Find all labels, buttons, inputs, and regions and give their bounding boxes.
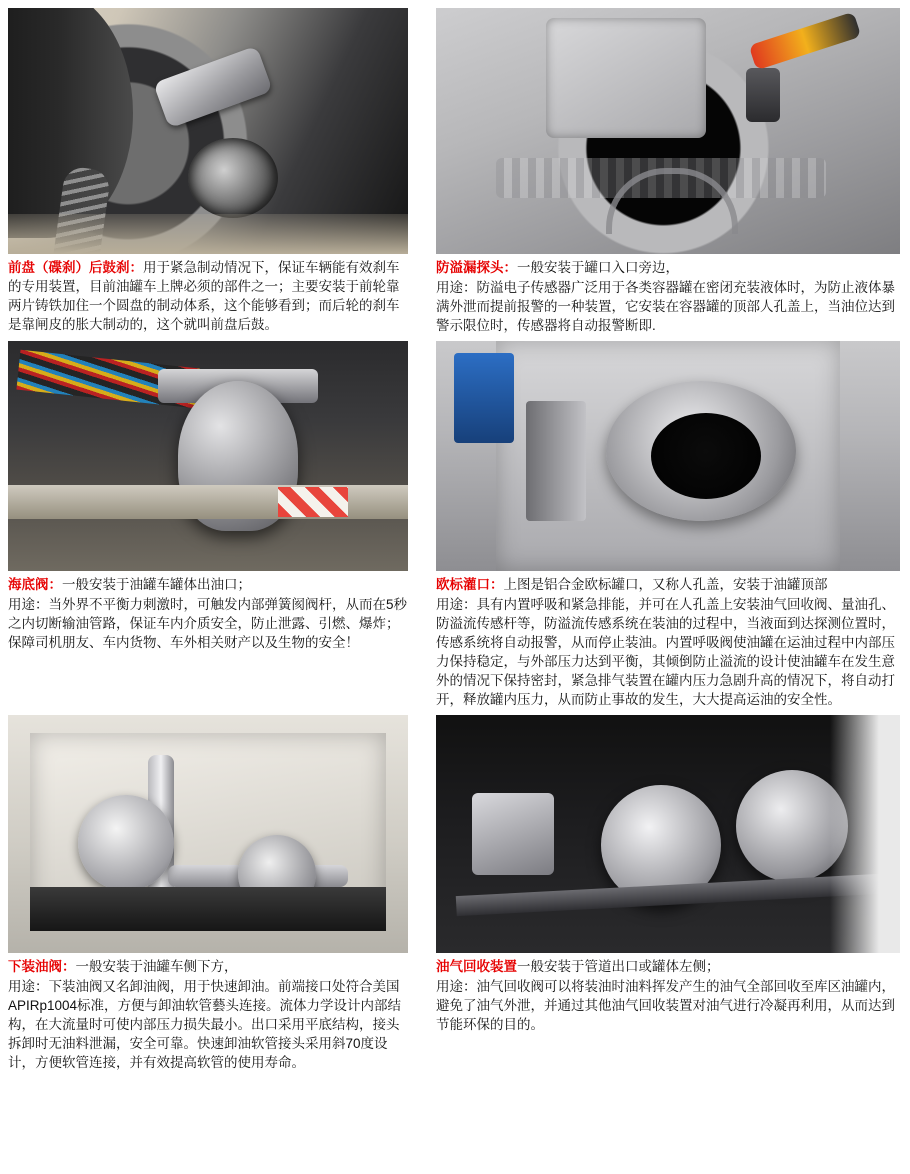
overflow-sensor-photo — [436, 8, 900, 254]
usage-text: 用途：下装油阀又名卸油阀，用于快速卸油。前端接口处符合美国APIRp1004标准，方便与卸油软管藝头连接。流体力学设计内部结构，在大流量时可使内部压力损失最小。出口采用平底结构，接头拆卸时无油料泄漏，安全可靠。快速卸油软管接头采用斜70度设计，方便软管连接，并有效提高软管的使用寿命。 — [8, 979, 402, 1070]
section-anti-overflow-probe — [436, 8, 900, 335]
term-label: 下装油阀： — [8, 959, 76, 974]
usage-text: 用途：当外界不平衡力刺激时，可触发内部弹簧阂阀杆，从而在5秒之内切断输油管路，保证车内介质安全，防止泄露、引燃、爆炸；保障司机朋友、车内货物、车外相关财产以及生物的安全！ — [8, 597, 408, 650]
caption-front-disc-rear-drum-brake — [8, 258, 408, 334]
section-euro-standard-filling-port — [436, 341, 900, 709]
term-label: 前盘（碟刹）后鼓刹： — [8, 260, 143, 275]
intro-text: 上图是铝合金欧标罐口，又称人孔盖，安装于油罐顶部 — [503, 577, 828, 592]
intro-text: 一般安装于油罐车罐体出油口； — [62, 577, 251, 592]
term-label: 油气回收装置 — [436, 959, 517, 974]
vapor-recovery-photo — [436, 715, 900, 953]
section-vapor-recovery-device — [436, 715, 900, 1072]
intro-text: 一般安装于罐口入口旁边， — [517, 260, 679, 275]
section-emergency-bottom-valve — [8, 341, 408, 709]
usage-text: 用途：防溢电子传感器广泛用于各类容器罐在密闭充装液体时，为防止液体暴满外泄而提前报警的一种装置，它安装在容器罐的顶部人孔盖上，当油位达到警示限位时，传感器将自动报警断即. — [436, 280, 895, 333]
caption-vapor-recovery-device — [436, 957, 900, 1034]
caption-bottom-loading-valve — [8, 957, 408, 1072]
term-label: 海底阀： — [8, 577, 62, 592]
section-front-disc-rear-drum-brake — [8, 8, 408, 335]
term-label: 防溢漏探头： — [436, 260, 517, 275]
euro-manhole-cover-photo — [436, 341, 900, 571]
caption-anti-overflow-probe — [436, 258, 900, 335]
usage-text: 用途：具有内置呼吸和紧急排能，并可在人孔盖上安装油气回收阀、量油孔、防溢流传感杆等，防溢流传感系统在装油的过程中，当液面到达探测位置时，传感系统将自动报警，从而停止装油。内置呼吸阀使油罐在运油过程中内部压力保持稳定，与外部压力达到平衡，其倾倒防止溢流的设计使油罐车在发生意外的情况下保持密封，紧急排气装置在罐内压力急剧升高的情况下，将自动打开，释放罐内压力，从而防止事故的发生，大大提高运油的安全性。 — [436, 597, 895, 707]
intro-text: 一般安装于管道出口或罐体左侧； — [517, 959, 720, 974]
section-bottom-loading-valve — [8, 715, 408, 1072]
bottom-loading-valve-photo — [8, 715, 408, 953]
usage-text: 用途：油气回收阀可以将装油时油料挥发产生的油气全部回收至库区油罐内，避免了油气外泄，并通过其他油气回收装置对油气进行冷凝再利用，从而达到节能环保的目的。 — [436, 979, 895, 1032]
caption-euro-standard-filling-port — [436, 575, 900, 709]
intro-text: 用于紧急制动情况下，保证车辆能有效刹车的专用装置，目前油罐车上牌必须的部件之一；主要安装于前轮靠两片铸铁加住一个圆盘的制动体系，这个能够看到；而后轮的刹车是靠闸皮的胀大制动的，这个就叫前盘后鼓。 — [8, 260, 400, 332]
bottom-valve-photo — [8, 341, 408, 571]
intro-text: 一般安装于油罐车侧下方， — [75, 959, 238, 974]
brake-assembly-photo — [8, 8, 408, 254]
term-label: 欧标灌口： — [436, 577, 504, 592]
caption-emergency-bottom-valve — [8, 575, 408, 652]
